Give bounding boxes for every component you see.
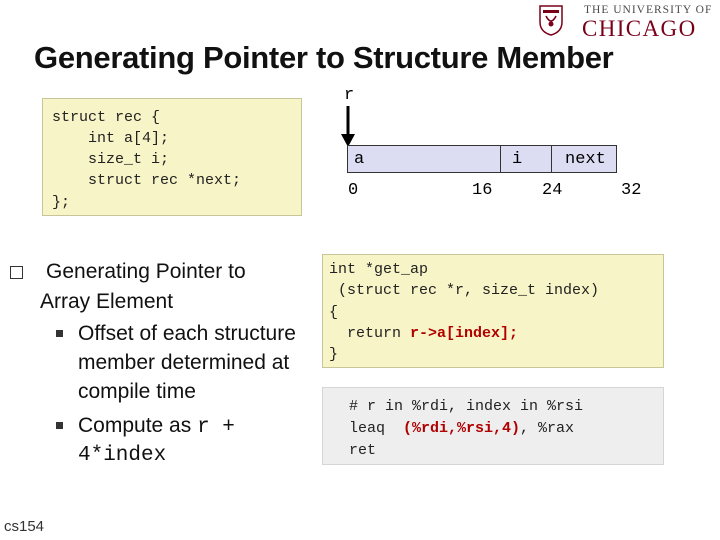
assembly-code-box [322, 387, 664, 465]
slide-title: Generating Pointer to Structure Member [34, 40, 614, 75]
sub-bullet-code: r + [197, 416, 235, 439]
pointer-label: r [344, 86, 355, 105]
course-label: cs154 [4, 518, 45, 535]
function-code-line: (struct rec *r, size_t index) [329, 282, 600, 299]
sub-bullet-line: Offset of each structure [78, 322, 296, 345]
destination-register: , %rax [520, 420, 575, 437]
field-label-next: next [565, 150, 606, 169]
logo-line-chicago: CHICAGO [582, 16, 697, 41]
logo-line-university: THE UNIVERSITY OF [584, 4, 713, 16]
university-seal-icon [538, 4, 564, 36]
offset-label: 16 [472, 181, 493, 200]
struct-code-line: struct rec *next; [52, 172, 242, 189]
sub-bullet-icon [56, 330, 63, 337]
assembly-comment: # r in %rdi, index in %rsi [349, 398, 584, 415]
function-code-line [329, 325, 518, 342]
function-code-line: } [329, 346, 339, 363]
return-keyword: return [329, 325, 411, 342]
university-logo [538, 2, 718, 42]
field-divider [500, 146, 501, 172]
function-code-box [322, 254, 664, 368]
memory-layout-block [347, 145, 617, 173]
struct-code-box [42, 98, 302, 216]
function-code-line: int *get_ap [329, 261, 429, 278]
sub-bullet-code-line: 4*index [78, 444, 167, 467]
sub-bullet-icon [56, 422, 63, 429]
field-label-a: a [354, 150, 365, 169]
sub-bullet-text: Compute as [78, 414, 198, 437]
struct-code-line: struct rec { [52, 109, 161, 126]
bullet-main-line: Array Element [40, 290, 174, 313]
function-code-line: { [329, 304, 339, 321]
sub-bullet-line [78, 414, 235, 439]
field-divider [551, 146, 552, 172]
struct-code-line: size_t i; [52, 151, 170, 168]
struct-code-line: int a[4]; [52, 130, 170, 147]
offset-label: 24 [542, 181, 563, 200]
offset-label: 32 [621, 181, 642, 200]
highlighted-expression: r->a[index]; [410, 325, 519, 342]
assembly-line: ret [349, 442, 377, 459]
leaq-instruction: leaq [349, 420, 404, 437]
bullet-main-line: Generating Pointer to [46, 260, 246, 283]
struct-code-line: }; [52, 194, 71, 211]
offset-label: 0 [348, 181, 359, 200]
bullet-square-icon [10, 266, 23, 279]
sub-bullet-line: member determined at [78, 351, 290, 374]
down-arrow-icon [340, 106, 356, 148]
assembly-line [349, 420, 574, 437]
field-label-i: i [512, 150, 523, 169]
highlighted-operand: (%rdi,%rsi,4) [403, 420, 521, 437]
sub-bullet-line: compile time [78, 380, 196, 403]
